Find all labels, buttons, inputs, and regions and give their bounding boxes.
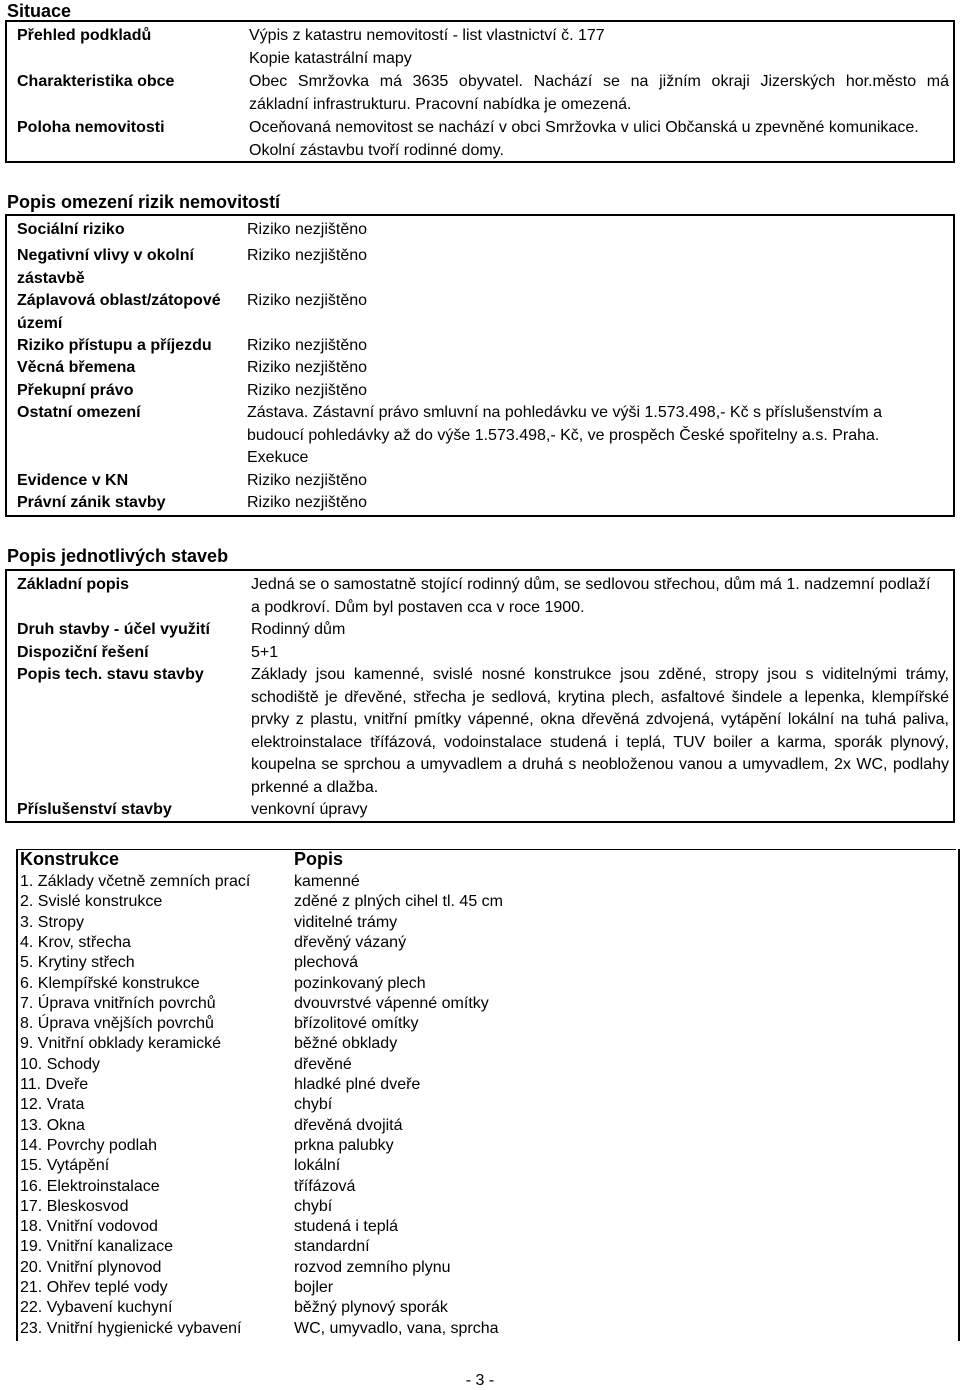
- konstrukce-row: [20, 1014, 418, 1034]
- konstrukce-popis: pozinkovaný plech: [294, 974, 426, 992]
- header-popis: Popis: [294, 849, 344, 869]
- riziko-row: [17, 335, 949, 358]
- tech-line: schodiště je dřevěné, střecha je sedlová, krytina plech, asfaltové šindele a lepenka, klempířské: [251, 688, 949, 706]
- konstrukce-popis: dřevěná dvojitá: [294, 1116, 403, 1134]
- section-title-staveb: Popis jednotlivých staveb: [7, 546, 229, 566]
- row-label: Ostatní omezení: [17, 404, 141, 421]
- konstrukce-row: [20, 933, 406, 953]
- row-value: Riziko nezjištěno: [247, 337, 368, 354]
- konstrukce-row: [20, 1095, 332, 1115]
- konstrukce-name: 1. Základy včetně zemních prací: [20, 873, 251, 890]
- konstrukce-name: 18. Vnitřní vodovod: [20, 1218, 158, 1236]
- riziko-row: [17, 492, 949, 515]
- konstrukce-popis: viditelné trámy: [294, 913, 398, 931]
- konstrukce-name: 13. Okna: [20, 1116, 85, 1134]
- konstrukce-row: [20, 1055, 352, 1075]
- tech-line: prvky z plastu, vnitřní pmítky vápenné, okna dřevěná zdvojená, vytápění lokální na tuhá paliva,: [251, 711, 949, 728]
- konstrukce-row: [20, 1116, 403, 1136]
- row-value: venkovní úpravy: [251, 801, 368, 818]
- konstrukce-row: [20, 1197, 332, 1217]
- row-value-2: a podkroví. Dům byl postaven cca v roce 1900.: [251, 598, 585, 616]
- konstrukce-name: 22. Vybavení kuchyní: [20, 1299, 173, 1317]
- row-label: Poloha nemovitosti: [17, 119, 165, 136]
- konstrukce-name: 5. Krytiny střech: [20, 954, 135, 972]
- konstrukce-name: 11. Dveře: [20, 1076, 89, 1093]
- konstrukce-name: 19. Vnitřní kanalizace: [20, 1238, 173, 1256]
- riziko-row: [17, 402, 949, 470]
- konstrukce-name: 2. Svislé konstrukce: [20, 893, 163, 911]
- konstrukce-name: 20. Vnitřní plynovod: [20, 1258, 162, 1276]
- stavba-row-tech: [17, 664, 949, 799]
- konstrukce-popis: rozvod zemního plynu: [294, 1258, 451, 1276]
- konstrukce-popis: standardní: [294, 1238, 370, 1256]
- konstrukce-row: [20, 1075, 420, 1095]
- row-label: Věcná břemena: [17, 359, 136, 376]
- konstrukce-popis: plechová: [294, 954, 359, 972]
- konstrukce-popis: studená i teplá: [294, 1218, 399, 1236]
- row-label: Popis tech. stavu stavby: [17, 666, 204, 683]
- konstrukce-name: 8. Úprava vnějších povrchů: [20, 1015, 214, 1033]
- konstrukce-row: [20, 892, 503, 912]
- konstrukce-name: 21. Ohřev teplé vody: [20, 1279, 168, 1296]
- situace-row-podklady: [17, 25, 949, 70]
- tech-line: koupelna se sprchou a umyvadlem a druhá s neobloženou vanou a umyvadlem, 2x WC, podlahy: [251, 756, 949, 773]
- situace-row-poloha: [17, 117, 949, 162]
- konstrukce-row: [20, 1278, 333, 1298]
- row-value: Riziko nezjištěno: [247, 221, 368, 238]
- konstrukce-popis: břízolitové omítky: [294, 1015, 419, 1033]
- row-value-2: Kopie katastrální mapy: [249, 49, 412, 67]
- konstrukce-popis: dřevěný vázaný: [294, 933, 407, 951]
- konstrukce-popis: bojler: [294, 1279, 334, 1296]
- konstrukce-popis: WC, umyvadlo, vana, sprcha: [294, 1319, 499, 1337]
- row-value-3: Exekuce: [247, 449, 309, 466]
- rizika-box: [5, 214, 955, 517]
- riziko-row: [17, 380, 949, 403]
- row-label: Právní zánik stavby: [17, 494, 166, 511]
- konstrukce-row: [20, 1034, 397, 1054]
- konstrukce-popis: běžné obklady: [294, 1035, 398, 1053]
- konstrukce-popis: třífázová: [294, 1177, 356, 1195]
- row-label-2: území: [17, 314, 63, 332]
- konstrukce-name: 17. Bleskosvod: [20, 1197, 129, 1215]
- stavba-row-zakladni: [17, 574, 949, 619]
- row-label: Evidence v KN: [17, 472, 129, 489]
- konstrukce-name: 10. Schody: [20, 1055, 101, 1073]
- row-value: Riziko nezjištěno: [247, 247, 368, 264]
- header-konstrukce: Konstrukce: [20, 849, 120, 869]
- stavba-row-prislusenstvi: [17, 799, 949, 822]
- row-value: Riziko nezjištěno: [247, 494, 368, 511]
- riziko-row: [17, 290, 949, 335]
- konstrukce-popis: dvouvrstvé vápenné omítky: [294, 994, 489, 1012]
- tech-line: elektroinstalace třífázová, vodoinstalace studená i teplá, TUV boiler a karma, sporák plynový,: [251, 733, 949, 751]
- konstrukce-row: [20, 872, 360, 892]
- konstrukce-name: 6. Klempířské konstrukce: [20, 974, 200, 992]
- row-value: Oceňovaná nemovitost se nachází v obci Smržovka v ulici Občanská u zpevněné komunikace.: [249, 119, 919, 136]
- konstrukce-popis: běžný plynový sporák: [294, 1299, 448, 1317]
- konstrukce-name: 12. Vrata: [20, 1096, 85, 1114]
- row-value-2: budoucí pohledávky až do výše 1.573.498,- Kč, ve prospěch České spořitelny a.s. Praha.: [247, 426, 880, 444]
- konstrukce-row: [20, 1217, 398, 1237]
- situace-box: [5, 20, 955, 163]
- konstrukce-row: [20, 994, 489, 1014]
- row-label: Riziko přístupu a příjezdu: [17, 337, 212, 354]
- konstrukce-row: [20, 1156, 340, 1176]
- konstrukce-row: [20, 913, 397, 933]
- riziko-row: [17, 470, 949, 493]
- row-value: Zástava. Zástavní právo smluvní na pohledávku ve výši 1.573.498,- Kč s příslušenstvím a: [247, 404, 882, 421]
- konstrukce-popis: chybí: [294, 1096, 333, 1114]
- tech-line: prkenné a dlažba.: [251, 778, 379, 796]
- konstrukce-popis: lokální: [294, 1157, 341, 1175]
- konstrukce-name: 7. Úprava vnitřních povrchů: [20, 994, 216, 1012]
- konstrukce-popis: zděné z plných cihel tl. 45 cm: [294, 893, 503, 911]
- konstrukce-header: [20, 849, 343, 869]
- row-label: Charakteristika obce: [17, 73, 175, 90]
- konstrukce-popis: kamenné: [294, 873, 360, 890]
- konstrukce-name: 3. Stropy: [20, 913, 85, 931]
- konstrukce-name: 16. Elektroinstalace: [20, 1177, 160, 1195]
- riziko-row: [17, 219, 949, 242]
- riziko-row: [17, 245, 949, 290]
- konstrukce-name: 4. Krov, střecha: [20, 933, 131, 951]
- row-label: Záplavová oblast/zátopové: [17, 292, 221, 309]
- section-title-situace: Situace: [7, 1, 72, 21]
- konstrukce-row: [20, 1136, 394, 1156]
- row-label: Dispoziční řešení: [17, 644, 149, 661]
- konstrukce-table: [16, 849, 960, 1341]
- konstrukce-popis: dřevěné: [294, 1055, 352, 1073]
- row-value: 5+1: [251, 644, 279, 661]
- stavba-row-dispozice: [17, 642, 949, 665]
- konstrukce-row: [20, 1237, 370, 1257]
- stavba-row-druh: [17, 619, 949, 642]
- row-value-2: Okolní zástavbu tvoří rodinné domy.: [249, 141, 504, 159]
- konstrukce-popis: chybí: [294, 1197, 333, 1215]
- situace-row-obec: [17, 71, 949, 116]
- konstrukce-row: [20, 1298, 448, 1318]
- row-value: Riziko nezjištěno: [247, 472, 368, 489]
- staveb-box: [5, 569, 955, 823]
- row-value: Výpis z katastru nemovitostí - list vlastnictví č. 177: [249, 27, 605, 44]
- konstrukce-popis: hladké plné dveře: [294, 1076, 421, 1093]
- konstrukce-row: [20, 1319, 499, 1339]
- konstrukce-name: 23. Vnitřní hygienické vybavení: [20, 1319, 242, 1337]
- konstrukce-row: [20, 974, 426, 994]
- page-number: - 3 -: [465, 1372, 495, 1389]
- row-label-2: zástavbě: [17, 269, 85, 287]
- konstrukce-name: 9. Vnitřní obklady keramické: [20, 1035, 221, 1053]
- section-title-rizika: Popis omezení rizik nemovitostí: [7, 192, 281, 212]
- konstrukce-row: [20, 1258, 451, 1278]
- riziko-row: [17, 357, 949, 380]
- row-label: Sociální riziko: [17, 221, 125, 238]
- row-value-2: základní infrastrukturu. Pracovní nabídka je omezená.: [249, 95, 632, 113]
- row-label: Příslušenství stavby: [17, 801, 172, 818]
- row-value: Riziko nezjištěno: [247, 382, 368, 399]
- konstrukce-popis: prkna palubky: [294, 1136, 394, 1154]
- konstrukce-row: [20, 953, 358, 973]
- row-label: Negativní vlivy v okolní: [17, 247, 194, 264]
- row-label: Překupní právo: [17, 382, 134, 399]
- row-value: Riziko nezjištěno: [247, 359, 368, 376]
- konstrukce-row: [20, 1177, 355, 1197]
- row-value: Jedná se o samostatně stojící rodinný dům, se sedlovou střechou, dům má 1. nadzemní podlaží: [251, 576, 931, 593]
- row-value: Obec Smržovka má 3635 obyvatel. Nachází se na jižním okraji Jizerských hor.město má: [249, 73, 949, 90]
- row-value: Riziko nezjištěno: [247, 292, 368, 309]
- row-label: Druh stavby - účel využití: [17, 621, 210, 638]
- konstrukce-name: 15. Vytápění: [20, 1157, 110, 1175]
- tech-line: Základy jsou kamenné, svislé nosné konstrukce jsou zděné, stropy jsou s viditelnými trámy,: [251, 666, 949, 683]
- row-label: Přehled podkladů: [17, 27, 152, 44]
- row-label: Základní popis: [17, 576, 130, 593]
- row-value: Rodinný dům: [251, 621, 346, 638]
- konstrukce-name: 14. Povrchy podlah: [20, 1136, 157, 1154]
